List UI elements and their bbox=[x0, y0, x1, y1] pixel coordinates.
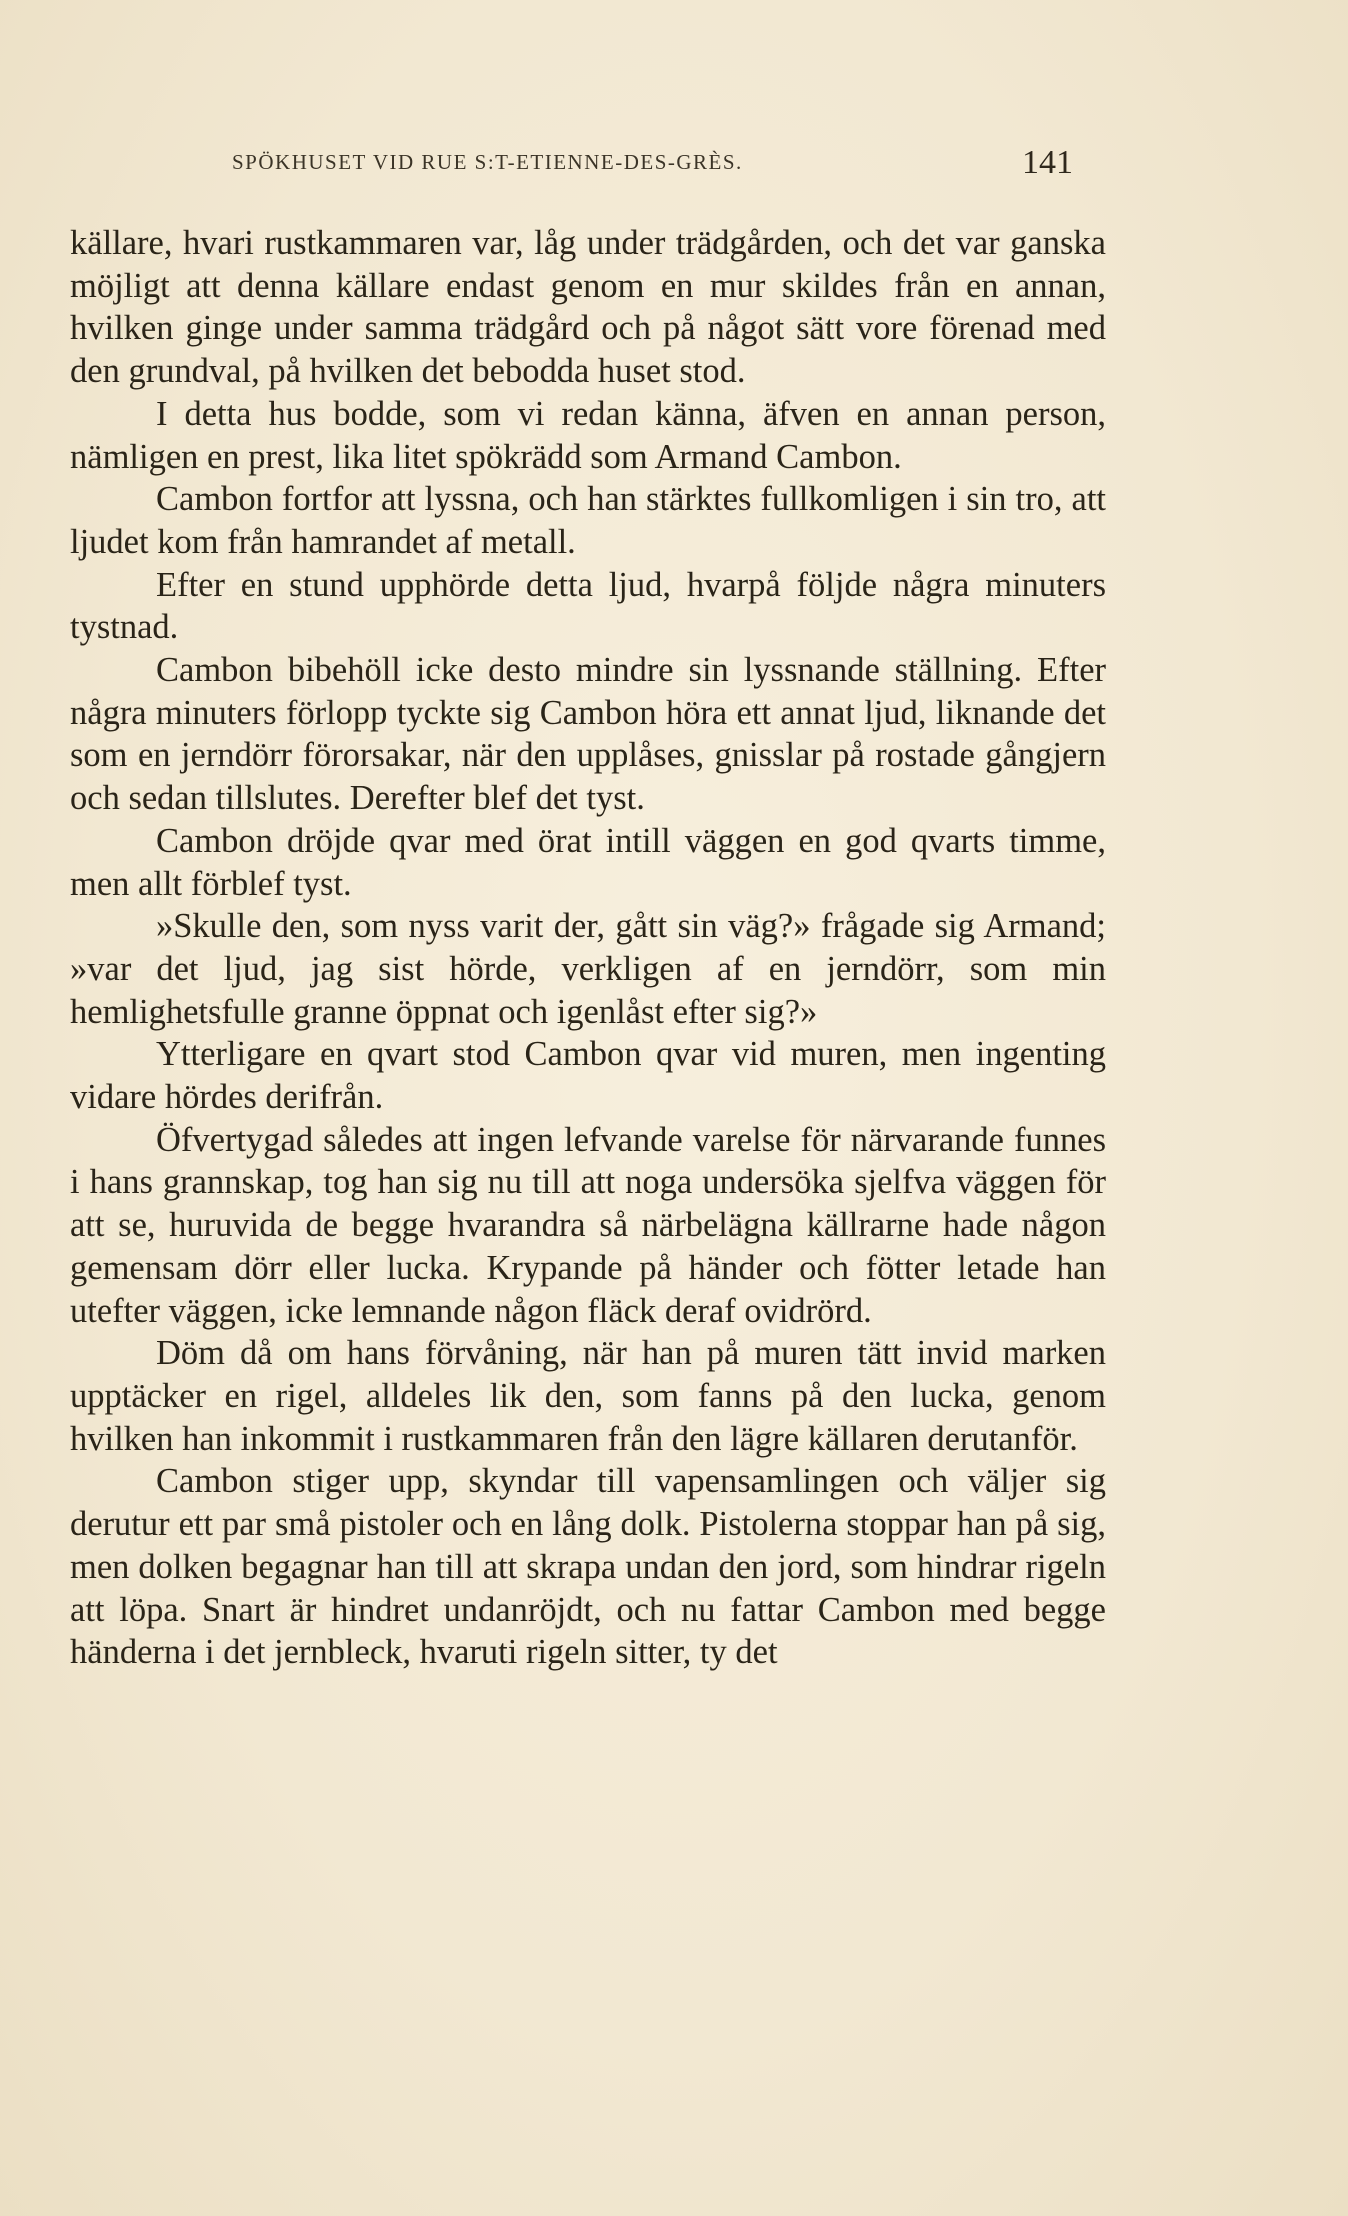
paragraph: Cambon dröjde qvar med örat intill väggen en god qvarts timme, men allt förblef tyst. bbox=[70, 821, 1106, 903]
paragraph: Efter en stund upphörde detta ljud, hvarpå följde några minuters tystnad. bbox=[70, 565, 1106, 647]
paragraph: Cambon fortfor att lyssna, och han stärktes fullkomligen i sin tro, att ljudet kom från hamrandet af metall. bbox=[70, 480, 1106, 561]
paragraph: Döm då om hans förvåning, när han på muren tätt invid marken upptäcker en rigel, alldeles lik den, som fanns på den lucka, genom hvilken han inkommit i rustkammaren från den lägre källaren derutanför. bbox=[70, 1334, 1106, 1458]
page-number: 141 bbox=[1022, 144, 1073, 181]
paragraph: källare, hvari rustkammaren var, låg under trädgården, och det var ganska möjligt att denna källare endast genom en mur skildes från en annan, hvilken ginge under samma trädgård och på något sätt vore förenad med den grundval, på hvilken det bebodda huset stod. bbox=[70, 224, 1106, 391]
running-title: SPÖKHUSET VID RUE S:T-ETIENNE-DES-GRÈS. bbox=[232, 150, 743, 174]
paragraph: Cambon stiger upp, skyndar till vapensamlingen och väljer sig derutur ett par små pistoler och en lång dolk. Pistolerna stoppar han på sig, men dolken begagnar han till att skrapa undan den jord, som hindrar rigeln att löpa. Snart är hindret undanröjdt, och nu fattar Cambon med begge händerna i det jernbleck, hvaruti rigeln sitter, ty det bbox=[70, 1462, 1106, 1672]
paragraph: I detta hus bodde, som vi redan känna, äfven en annan person, nämligen en prest, lika litet spökrädd som Armand Cambon. bbox=[70, 394, 1106, 476]
paragraph: »Skulle den, som nyss varit der, gått sin väg?» frågade sig Armand; »var det ljud, jag sist hörde, verkligen af en jerndörr, som min hemlighetsfulle granne öppnat och igenlåst efter sig?» bbox=[70, 907, 1106, 1031]
body-text bbox=[70, 222, 1106, 1674]
paragraph: Cambon bibehöll icke desto mindre sin lyssnande ställning. Efter några minuters förlopp tyckte sig Cambon höra ett annat ljud, liknande det som en jerndörr förorsakar, när den upplåses, gnisslar på rostade gångjern och sedan tillslutes. Derefter blef det tyst. bbox=[70, 651, 1106, 818]
paragraph: Öfvertygad således att ingen lefvande varelse för närvarande funnes i hans grannskap, tog han sig nu till att noga undersöka sjelfva väggen för att se, huruvida de begge hvarandra så närbelägna källrarne hade någon gemensam dörr eller lucka. Krypande på händer och fötter letade han utefter väggen, icke lemnande någon fläck deraf ovidrörd. bbox=[70, 1120, 1106, 1330]
paragraph: Ytterligare en qvart stod Cambon qvar vid muren, men ingenting vidare hördes derifrån. bbox=[70, 1035, 1106, 1117]
